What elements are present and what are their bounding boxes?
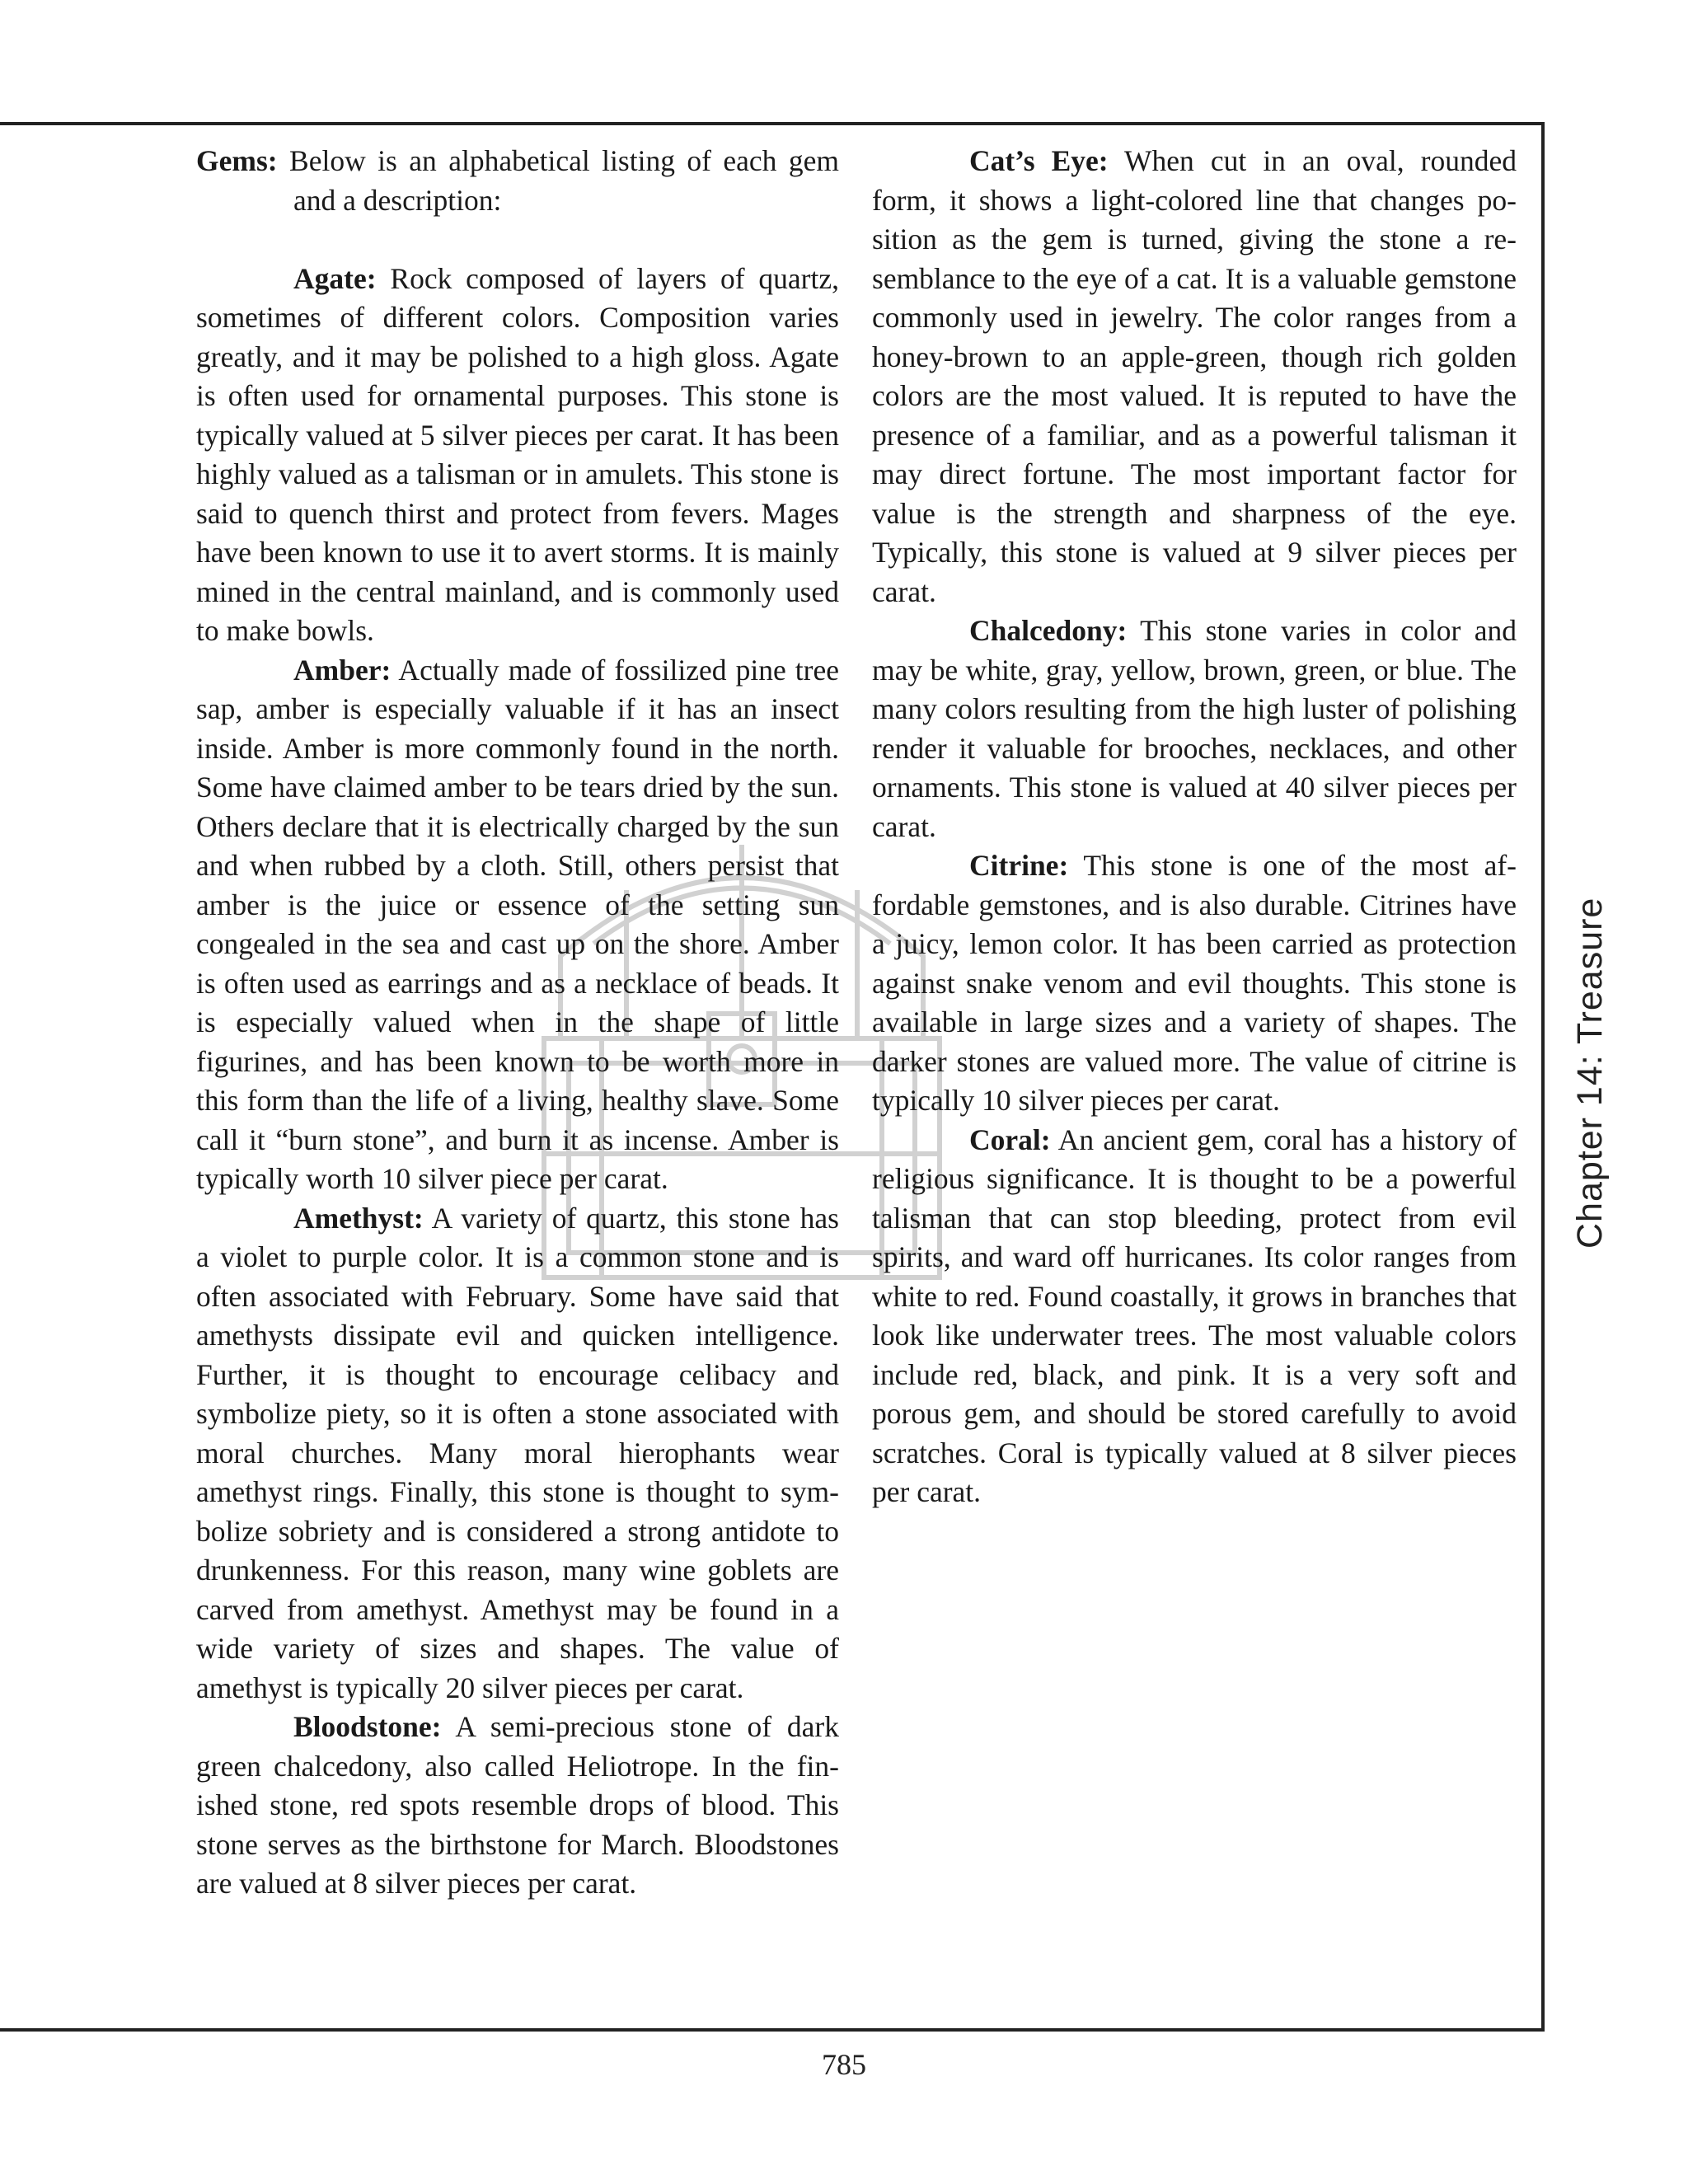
right-text-column [872, 142, 1517, 1512]
gem-text-coral: An ancient gem, coral has a history of religious significance. It is thought to be a powerful talisman that can stop bleeding, protect from evil spirits, and ward off hurricanes. Its color ranges from white to red. Found coastally, it grows in branches that look like underwater trees. The most valuable colors include red, black, and pink. It is a very soft and porous gem, and should be stored carefully to avoid scratches. Coral is typically valued at 8 silver pieces per carat. [872, 1122, 1517, 1508]
gem-name-amethyst: Amethyst: [293, 1201, 424, 1235]
gem-entry-coral [872, 1121, 1517, 1512]
chapter-label: Chapter 14: Treasure [1570, 897, 1610, 1249]
gem-name-coral: Coral: [969, 1122, 1051, 1156]
gem-entry-chalcedony [872, 612, 1517, 846]
page-frame-right-rule [1541, 122, 1545, 2032]
gem-entry-amethyst [196, 1199, 839, 1708]
gem-entry-agate [196, 260, 839, 651]
gem-entry-amber [196, 651, 839, 1199]
page-number: 785 [822, 2048, 866, 2081]
page-frame-top-rule [0, 122, 1545, 125]
gem-text-citrine: This stone is one of the most affordable gemstones, and is also durable. Citrines have a juicy, lemon color. It has been carried as protection against snake venom and evil thoughts. This stone is available in large sizes and a variety of shapes. The darker stones are valued more. The value of citrine is typically 10 silver pieces per carat. [872, 849, 1517, 1117]
gem-name-citrine: Citrine: [969, 849, 1069, 882]
gems-heading: Gems: [196, 144, 278, 177]
gem-name-chalcedony: Chalcedony: [969, 614, 1128, 647]
gem-text-bloodstone: A semi-precious stone of dark green chalcedony, also called Heliotrope. In the finished stone, red spots resemble drops of blood. This stone serves as the birthstone for March. Bloodstones are valued at 8 silver pieces per carat. [196, 1710, 839, 1900]
left-text-column [196, 142, 839, 1904]
gem-text-amethyst: A variety of quartz, this stone has a violet to purple color. It is a common stone and is often associated with February. Some have said that amethysts dissipate evil and quicken intelligence. Further, it is thought to encourage celibacy and symbolize piety, so it is often a stone associated with moral churches. Many moral hierophants wear amethyst rings. Finally, this stone is thought to symbolize sobriety and is considered a strong antidote to drunkenness. For this reason, many wine goblets are carved from amethyst. Amethyst may be found in a wide variety of sizes and shapes. The value of amethyst is typically 20 silver pieces per carat. [196, 1201, 839, 1704]
gems-intro-text: Below is an alphabetical listing of each gem and a description: [277, 144, 839, 217]
gem-text-amber: Actually made of fossilized pine tree sap, amber is especially valuable if it has an insect inside. Amber is more commonly found in the north. Some have claimed amber to be tears dried by the sun. Others declare that it is electrically charged by the sun and when rubbed by a cloth. Still, others persist that amber is the juice or essence of the setting sun congealed in the sea and cast up on the shore. Amber is often used as earrings and as a necklace of beads. It is especially valued when in the shape of little figurines, and has been known to be worth more in this form than the life of a living, healthy slave. Some call it “burn stone”, and burn it as incense. Amber is typically worth 10 silver piece per carat. [196, 653, 839, 1195]
gem-text-cats-eye: When cut in an oval, rounded form, it shows a light-colored line that changes position as the gem is turned, giving the stone a resemblance to the eye of a cat. It is a valuable gemstone commonly used in jewelry. The color ranges from a honey-brown to an apple-green, though rich golden colors are the most valued. It is reputed to have the presence of a familiar, and as a powerful talisman it may direct fortune. The most important factor for value is the strength and sharpness of the eye. Typically, this stone is valued at 9 silver pieces per carat. [872, 144, 1517, 608]
gem-entry-citrine [872, 846, 1517, 1121]
gem-text-agate: Rock composed of layers of quartz, sometimes of different colors. Composition varies greatly, and it may be polished to a high gloss. Agate is often used for ornamental purposes. This stone is typically valued at 5 silver pieces per carat. It has been highly valued as a talisman or in amulets. This stone is said to quench thirst and protect from fevers. Mages have been known to use it to avert storms. It is mainly mined in the central mainland, and is commonly used to make bowls. [196, 261, 839, 647]
gem-name-bloodstone: Bloodstone: [293, 1710, 442, 1743]
gem-name-cats-eye: Cat’s Eye: [969, 144, 1109, 177]
gem-text-chalcedony: This stone varies in color and may be white, gray, yellow, brown, green, or blue. The many colors resulting from the high luster of polishing render it valuable for brooches, necklaces, and other ornaments. This stone is valued at 40 silver pieces per carat. [872, 614, 1517, 843]
gem-entry-bloodstone [196, 1708, 839, 1904]
gem-entry-cats-eye [872, 142, 1517, 612]
gem-name-amber: Amber: [293, 653, 392, 687]
gems-intro [196, 142, 839, 220]
gem-name-agate: Agate: [293, 261, 377, 295]
page-frame-bottom-rule [0, 2028, 1545, 2032]
